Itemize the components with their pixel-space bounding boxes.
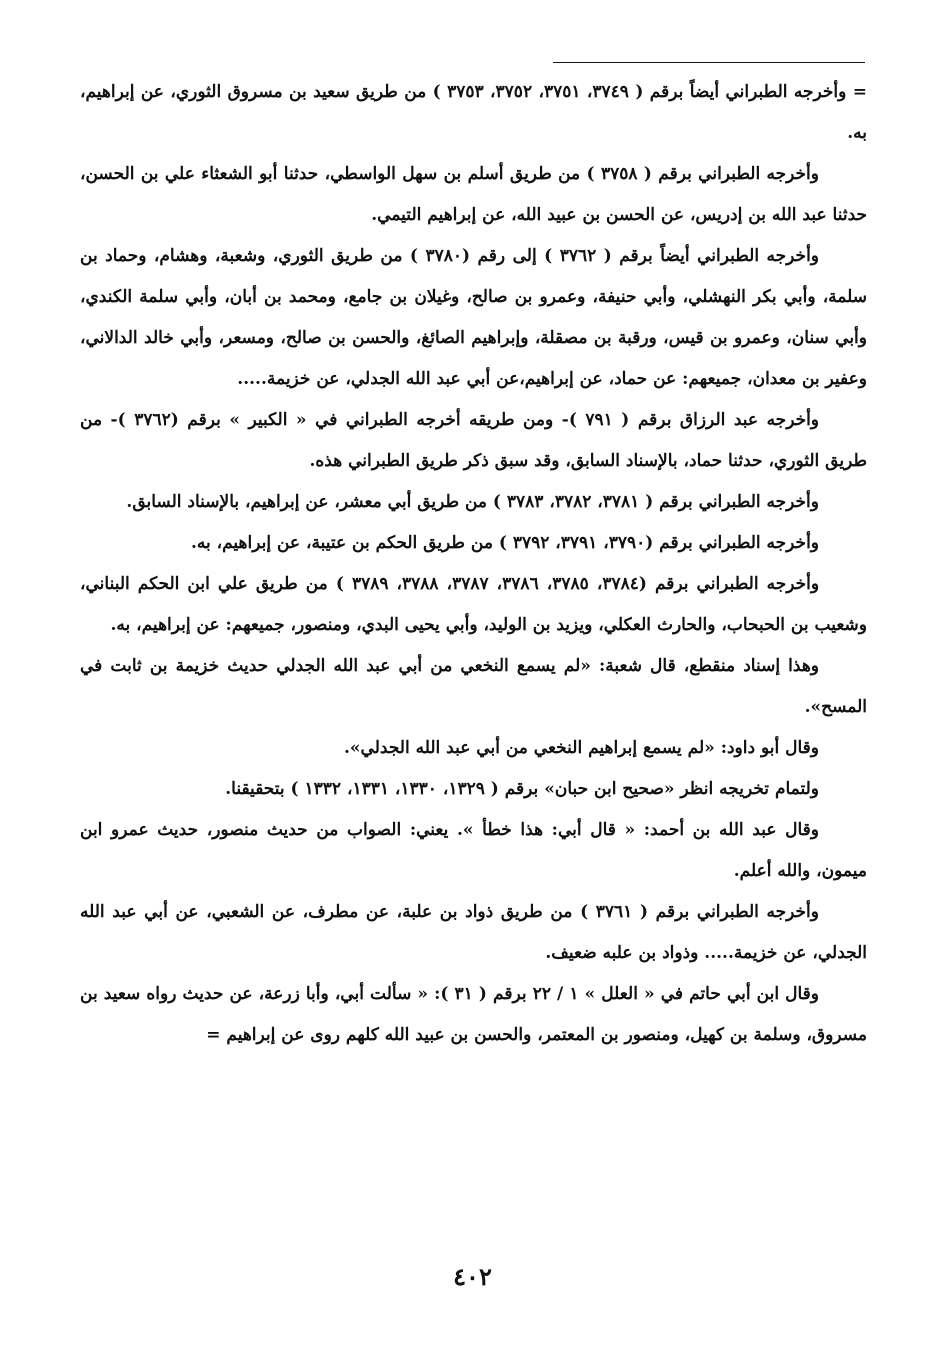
footnote-text-block xyxy=(80,72,867,1056)
page-number: ٤٠٢ xyxy=(453,1262,492,1291)
paragraph-ibn-abi-hatim: وقال ابن أبي حاتم في « العلل » ١ / ٢٢ برقم ( ٣١ ): « سألت أبي، وأبا زرعة، عن حديث رواه سعيد بن مسروق، وسلمة بن كهيل، ومنصور بن المعتمر، والحسن بن عبيد الله كلهم روى عن إبراهيم = xyxy=(80,984,867,1045)
paragraph-abu-dawud: وقال أبو داود: «لم يسمع إبراهيم النخعي من أبي عبد الله الجدلي». xyxy=(344,738,819,758)
paragraph-tabarani-saeed: = وأخرجه الطبراني أيضاً برقم ( ٣٧٤٩، ٣٧٥١، ٣٧٥٢، ٣٧٥٣ ) من طريق سعيد بن مسروق الثوري، عن إبراهيم، به. xyxy=(80,82,867,143)
paragraph-tabarani-hammad-chain: وأخرجه الطبراني أيضاً برقم ( ٣٧٦٢ ) إلى رقم (٣٧٨٠ ) من طريق الثوري، وشعبة، وهشام، وحماد بن سلمة، وأبي بكر النهشلي، وأبي حنيفة، وعمرو بن صالح، وغيلان بن جامع، ومحمد بن أبان، وأبي سلمة الكندي، وأبي سنان، وعمرو بن قيس، ورقبة بن مصقلة، وإبراهيم الصائغ، والحسن بن صالح، ومسعر، وأبي خالد الدالاني، وعفير بن معدان، جميعهم: عن حماد، عن إبراهيم،عن أبي عبد الله الجدلي، عن خزيمة..... xyxy=(80,246,867,389)
footnote-separator-rule xyxy=(553,62,865,63)
paragraph-tabarani-dhawad: وأخرجه الطبراني برقم ( ٣٧٦١ ) من طريق ذواد بن علبة، عن مطرف، عن الشعبي، عن أبي عبد الله الجدلي، عن خزيمة..... وذواد بن علبه ضعيف. xyxy=(80,902,867,963)
paragraph-tabarani-hakam: وأخرجه الطبراني برقم (٣٧٩٠، ٣٧٩١، ٣٧٩٢ ) من طريق الحكم بن عتيبة، عن إبراهيم، به. xyxy=(190,533,819,553)
paragraph-tabarani-ali-ibn-hakam: وأخرجه الطبراني برقم (٣٧٨٤، ٣٧٨٥، ٣٧٨٦، ٣٧٨٧، ٣٧٨٨، ٣٧٨٩ ) من طريق علي ابن الحكم البناني، وشعيب بن الحبحاب، والحارث العكلي، ويزيد بن الوليد، وأبي يحيى البدي، ومنصور، جميعهم: عن إبراهيم، به. xyxy=(80,574,867,635)
paragraph-abdurrazzaq: وأخرجه عبد الرزاق برقم ( ٧٩١ )- ومن طريقه أخرجه الطبراني في « الكبير » برقم (٣٧٦٢ )- من طريق الثوري، حدثنا حماد، بالإسناد السابق، وقد سبق ذكر طريق الطبراني هذه. xyxy=(80,410,867,471)
paragraph-abdullah-ibn-ahmad: وقال عبد الله بن أحمد: « قال أبي: هذا خطأ ». يعني: الصواب من حديث منصور، حديث عمرو ابن ميمون، والله أعلم. xyxy=(80,820,867,881)
paragraph-tabarani-abu-mashar: وأخرجه الطبراني برقم ( ٣٧٨١، ٣٧٨٢، ٣٧٨٣ ) من طريق أبي معشر، عن إبراهيم، بالإسناد السابق. xyxy=(126,492,819,512)
paragraph-munqati-shuba: وهذا إسناد منقطع، قال شعبة: «لم يسمع النخعي من أبي عبد الله الجدلي حديث خزيمة بن ثابت في المسح». xyxy=(80,656,867,717)
paragraph-tabarani-aslam: وأخرجه الطبراني برقم ( ٣٧٥٨ ) من طريق أسلم بن سهل الواسطي، حدثنا أبو الشعثاء علي بن الحسن، حدثنا عبد الله بن إدريس، عن الحسن بن عبيد الله، عن إبراهيم التيمي. xyxy=(80,164,867,225)
paragraph-ibn-hibban: ولتمام تخريجه انظر «صحيح ابن حبان» برقم ( ١٣٢٩، ١٣٣٠، ١٣٣١، ١٣٣٢ ) بتحقيقنا. xyxy=(225,779,819,799)
